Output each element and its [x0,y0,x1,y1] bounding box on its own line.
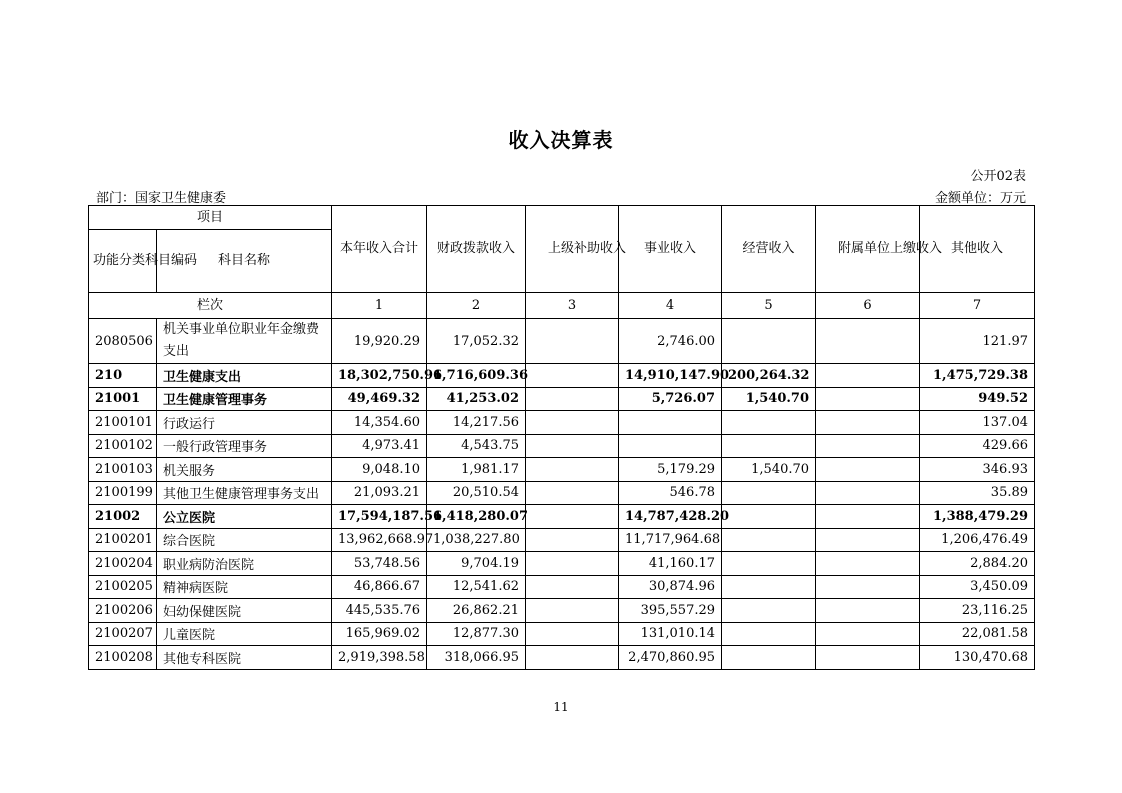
row-value-col-4: 5,179.29 [619,458,722,482]
row-value-col-1: 53,748.56 [332,552,427,576]
row-value-col-7: 1,388,479.29 [920,505,1035,529]
row-value-col-2: 1,038,227.80 [427,528,526,552]
table-row [89,319,1035,364]
row-value-col-7: 1,206,476.49 [920,528,1035,552]
row-value-col-5 [722,622,816,646]
row-value-col-1: 14,354.60 [332,411,427,435]
table-row [89,364,1035,388]
col-number-4: 4 [619,293,722,319]
row-value-col-5 [722,646,816,670]
table-row [89,411,1035,435]
row-value-col-2: 1,716,609.36 [427,364,526,388]
header-item: 项目 [89,206,332,230]
row-code: 2100206 [89,599,157,623]
row-value-col-3 [526,575,619,599]
header-lanci: 栏次 [89,293,332,319]
row-value-col-2: 14,217.56 [427,411,526,435]
table-row [89,575,1035,599]
row-value-col-1: 2,919,398.58 [332,646,427,670]
header-col-3: 上级补助收入 [526,206,619,293]
row-value-col-2: 41,253.02 [427,387,526,411]
row-name: 卫生健康管理事务 [157,387,332,411]
row-name: 一般行政管理事务 [157,434,332,458]
row-value-col-2: 318,066.95 [427,646,526,670]
row-value-col-2: 12,877.30 [427,622,526,646]
row-value-col-2: 1,981.17 [427,458,526,482]
row-value-col-1: 13,962,668.97 [332,528,427,552]
row-value-col-1: 17,594,187.56 [332,505,427,529]
row-value-col-3 [526,364,619,388]
table-row [89,622,1035,646]
table-row [89,528,1035,552]
col-number-7: 7 [920,293,1035,319]
row-value-col-1: 165,969.02 [332,622,427,646]
row-value-col-3 [526,411,619,435]
row-value-col-6 [816,387,920,411]
row-value-col-6 [816,575,920,599]
col-number-5: 5 [722,293,816,319]
income-table [88,205,1035,670]
row-value-col-4: 11,717,964.68 [619,528,722,552]
table-row [89,646,1035,670]
row-code: 2100204 [89,552,157,576]
row-value-col-7: 429.66 [920,434,1035,458]
header-col-1: 本年收入合计 [332,206,427,293]
row-value-col-3 [526,458,619,482]
row-value-col-6 [816,646,920,670]
row-code: 2100103 [89,458,157,482]
row-value-col-4 [619,411,722,435]
row-name: 精神病医院 [157,575,332,599]
row-name: 职业病防治医院 [157,552,332,576]
row-code: 210 [89,364,157,388]
row-value-col-1: 21,093.21 [332,481,427,505]
row-code: 21001 [89,387,157,411]
row-value-col-5 [722,481,816,505]
row-value-col-5 [722,528,816,552]
row-value-col-3 [526,434,619,458]
row-value-col-4: 2,746.00 [619,319,722,364]
row-value-col-5 [722,411,816,435]
row-value-col-2: 1,418,280.07 [427,505,526,529]
row-value-col-4: 2,470,860.95 [619,646,722,670]
row-value-col-5: 200,264.32 [722,364,816,388]
row-value-col-4: 546.78 [619,481,722,505]
row-value-col-7: 35.89 [920,481,1035,505]
row-code: 2080506 [89,319,157,364]
row-value-col-4: 5,726.07 [619,387,722,411]
row-value-col-3 [526,622,619,646]
page-number: 11 [553,700,569,714]
row-value-col-3 [526,599,619,623]
row-value-col-4: 30,874.96 [619,575,722,599]
row-value-col-3 [526,319,619,364]
row-code: 2100205 [89,575,157,599]
row-code: 2100101 [89,411,157,435]
header-col-4: 事业收入 [619,206,722,293]
row-name: 其他卫生健康管理事务支出 [157,481,332,505]
row-value-col-5 [722,552,816,576]
row-value-col-5 [722,575,816,599]
table-row [89,599,1035,623]
row-name: 机关事业单位职业年金缴费支出 [157,319,332,364]
row-value-col-7: 3,450.09 [920,575,1035,599]
row-code: 21002 [89,505,157,529]
row-value-col-3 [526,528,619,552]
col-number-1: 1 [332,293,427,319]
row-value-col-2: 12,541.62 [427,575,526,599]
row-value-col-7: 346.93 [920,458,1035,482]
row-code: 2100207 [89,622,157,646]
row-name: 妇幼保健医院 [157,599,332,623]
table-row [89,387,1035,411]
row-value-col-2: 20,510.54 [427,481,526,505]
col-number-2: 2 [427,293,526,319]
row-value-col-3 [526,552,619,576]
header-name: 科目名称 [157,230,332,293]
row-name: 机关服务 [157,458,332,482]
row-value-col-4: 131,010.14 [619,622,722,646]
row-value-col-1: 49,469.32 [332,387,427,411]
row-code: 2100201 [89,528,157,552]
row-value-col-6 [816,552,920,576]
row-value-col-6 [816,481,920,505]
row-value-col-4: 41,160.17 [619,552,722,576]
row-value-col-6 [816,622,920,646]
page-title: 收入决算表 [508,128,614,152]
header-col-6: 附属单位上缴收入 [816,206,920,293]
row-value-col-1: 46,866.67 [332,575,427,599]
row-value-col-7: 137.04 [920,411,1035,435]
row-code: 2100102 [89,434,157,458]
row-value-col-4 [619,434,722,458]
row-code: 2100208 [89,646,157,670]
col-number-3: 3 [526,293,619,319]
row-value-col-4: 14,910,147.90 [619,364,722,388]
row-value-col-7: 949.52 [920,387,1035,411]
amount-unit-label: 金额单位：万元 [934,191,1026,206]
department-label: 部门：国家卫生健康委 [96,191,227,206]
row-value-col-2: 4,543.75 [427,434,526,458]
row-value-col-7: 130,470.68 [920,646,1035,670]
table-row [89,434,1035,458]
row-value-col-5 [722,505,816,529]
row-value-col-3 [526,646,619,670]
row-value-col-7: 1,475,729.38 [920,364,1035,388]
row-value-col-3 [526,505,619,529]
row-value-col-4: 14,787,428.20 [619,505,722,529]
row-value-col-5: 1,540.70 [722,458,816,482]
row-value-col-5 [722,319,816,364]
row-value-col-1: 9,048.10 [332,458,427,482]
header-code: 功能分类科目编码 [89,230,157,293]
row-name: 卫生健康支出 [157,364,332,388]
table-row [89,505,1035,529]
row-value-col-1: 18,302,750.96 [332,364,427,388]
row-value-col-6 [816,528,920,552]
row-value-col-2: 9,704.19 [427,552,526,576]
header-col-5: 经营收入 [722,206,816,293]
row-value-col-3 [526,387,619,411]
form-number: 公开02表 [970,169,1026,184]
row-value-col-6 [816,411,920,435]
row-value-col-7: 121.97 [920,319,1035,364]
row-name: 儿童医院 [157,622,332,646]
row-value-col-5: 1,540.70 [722,387,816,411]
row-value-col-5 [722,599,816,623]
row-value-col-2: 17,052.32 [427,319,526,364]
row-value-col-5 [722,434,816,458]
row-value-col-4: 395,557.29 [619,599,722,623]
row-value-col-6 [816,434,920,458]
header-col-7: 其他收入 [920,206,1035,293]
table-row [89,481,1035,505]
row-value-col-3 [526,481,619,505]
row-value-col-6 [816,319,920,364]
row-value-col-6 [816,458,920,482]
col-number-6: 6 [816,293,920,319]
table-row [89,552,1035,576]
row-value-col-2: 26,862.21 [427,599,526,623]
table-row [89,458,1035,482]
row-value-col-7: 23,116.25 [920,599,1035,623]
row-value-col-6 [816,364,920,388]
row-value-col-6 [816,599,920,623]
row-name: 其他专科医院 [157,646,332,670]
row-name: 公立医院 [157,505,332,529]
row-value-col-1: 4,973.41 [332,434,427,458]
row-value-col-7: 2,884.20 [920,552,1035,576]
row-value-col-6 [816,505,920,529]
row-name: 行政运行 [157,411,332,435]
row-name: 综合医院 [157,528,332,552]
row-value-col-1: 445,535.76 [332,599,427,623]
row-value-col-7: 22,081.58 [920,622,1035,646]
row-value-col-1: 19,920.29 [332,319,427,364]
row-code: 2100199 [89,481,157,505]
header-col-2: 财政拨款收入 [427,206,526,293]
